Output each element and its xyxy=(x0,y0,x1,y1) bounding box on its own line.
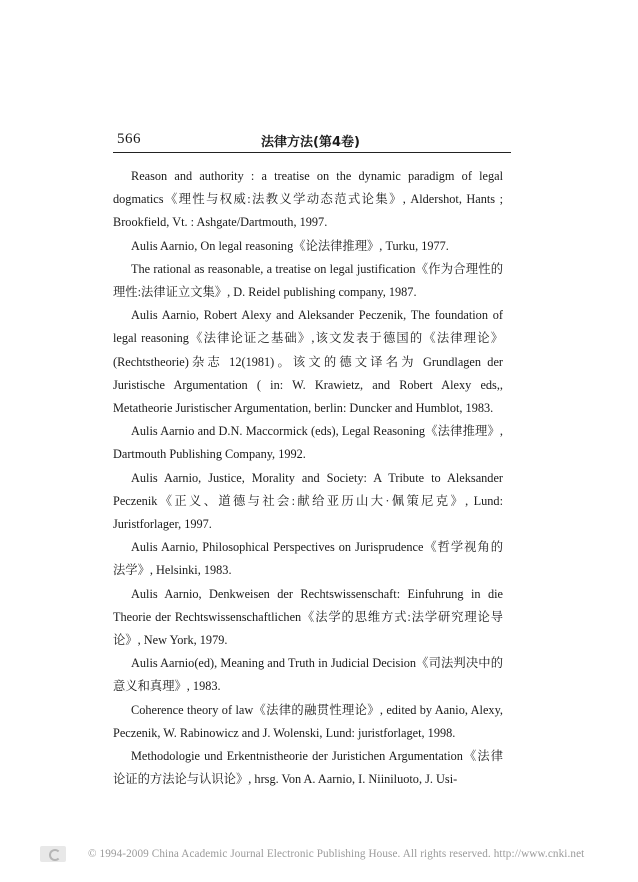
reference-item: Aulis Aarnio, On legal reasoning《论法律推理》, Turku, 1977. xyxy=(131,238,449,253)
reference-item: Methodologie und Erkentnistheorie der Juristichen Argumentation《法律论证的方法论与认识论》, hrsg. Von A. Aarnio, I. Niiniluoto, J. Usi- xyxy=(113,749,503,787)
page-header xyxy=(113,130,511,153)
copyright-footer xyxy=(36,846,636,864)
reference-item: Coherence theory of law《法律的融贯性理论》, edited by Aanio, Alexy, Peczenik, W. Rabinowicz and J. Wolenski, Lund: juristforlaget, 1998. xyxy=(113,702,503,740)
running-title: 法律方法(第4卷) xyxy=(261,135,360,150)
reference-item: Aulis Aarnio, Robert Alexy and Aleksander Peczenik, The foundation of legal reasoning《法律论证之基础》,该文发表于德国的《法律理论》(Rechtstheorie)杂志 12(1981)。该文的德文译名为 Grundlagen der Juristische Argumentation ( in: W. Krawietz, and Robert Alexy eds,, Metatheorie Juristischer Argumentation, berlin: Duncker and Humblot, 1983. xyxy=(113,308,503,416)
page-number: 566 xyxy=(117,131,141,147)
reference-item: The rational as reasonable, a treatise on legal justification《作为合理性的理性:法律证立文集》, D. Reidel publishing company, 1987. xyxy=(113,261,503,300)
reference-item: Reason and authority : a treatise on the dynamic paradigm of legal dogmatics《理性与权威:法教义学动态范式论集》, Aldershot, Hants ; Brookfield, Vt. : Ashgate/Dartmouth, 1997. xyxy=(113,169,503,230)
copyright-text: © 1994-2009 China Academic Journal Electronic Publishing House. All rights reserved. http://www.cnki.net xyxy=(88,848,585,860)
reference-item: Aulis Aarnio, Justice, Morality and Society: A Tribute to Aleksander Peczenik《正义、道德与社会:献给亚历山大·佩策尼克》, Lund: Juristforlager, 1997. xyxy=(113,470,503,532)
reference-list xyxy=(113,165,503,791)
reference-item: Aulis Aarnio, Philosophical Perspectives on Jurisprudence《哲学视角的法学》, Helsinki, 1983. xyxy=(113,540,503,578)
reference-item: Aulis Aarnio, Denkweisen der Rechtswissenschaft: Einfuhrung in die Theorie der Rechtswissenschaftlichen《法学的思维方式:法学研究理论导论》, New York, 1979. xyxy=(113,586,503,648)
reference-item: Aulis Aarnio and D.N. Maccormick (eds), Legal Reasoning《法律推理》, Dartmouth Publishing Company, 1992. xyxy=(113,424,503,462)
cnki-logo-icon xyxy=(40,846,66,862)
reference-item: Aulis Aarnio(ed), Meaning and Truth in Judicial Decision《司法判决中的意义和真理》, 1983. xyxy=(113,656,503,694)
